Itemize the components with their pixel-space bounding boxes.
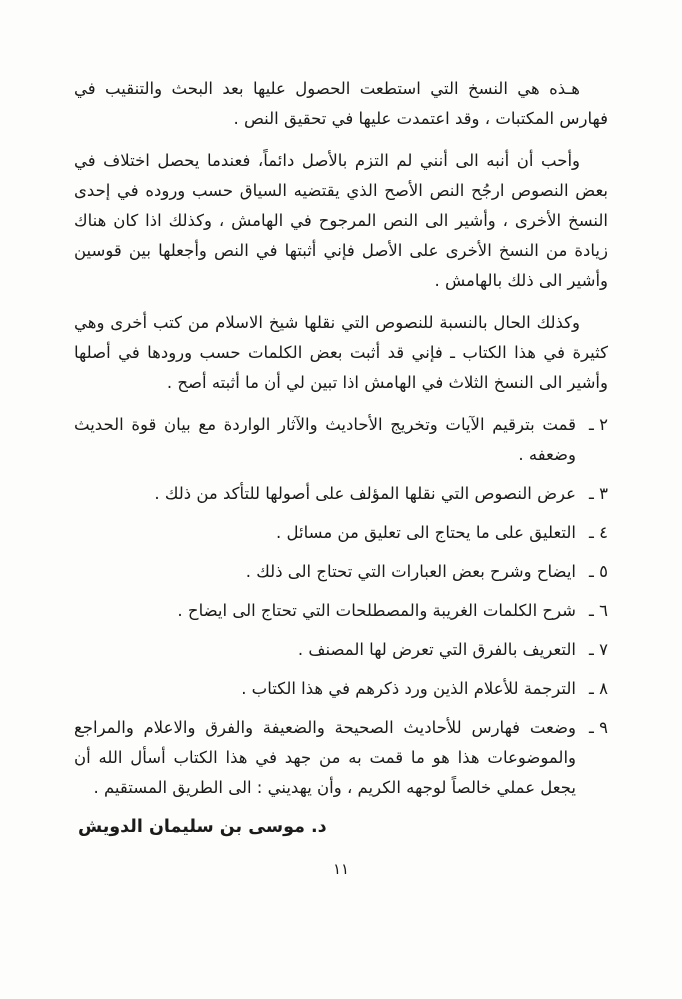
list-item-3-text: عرض النصوص التي نقلها المؤلف على أصولها للتأكد من ذلك . — [154, 484, 576, 503]
list-item-6-text: شرح الكلمات الغريبة والمصطلحات التي تحتاج الى ايضاح . — [177, 601, 576, 620]
list-item-8-number: ٨ ـ — [589, 679, 608, 698]
page-number: ١١ — [332, 860, 350, 878]
list-item-8-text: الترجمة للأعلام الذين ورد ذكرهم في هذا الكتاب . — [241, 679, 576, 698]
list-item-7-number: ٧ ـ — [589, 640, 608, 659]
paragraph-manuscript-copies: هـذه هي النسخ التي استطعت الحصول عليها بعد البحث والتنقيب في فهارس المكتبات ، وقد اعتمدت عليها في تحقيق النص . — [74, 79, 608, 128]
paragraph-text-preference-method: وأحب أن أنبه الى أنني لم التزم بالأصل دائماً، فعندما يحصل اختلاف في بعض النصوص ارجُح النص الأصح الذي يقتضيه السياق حسب وروده في إحدى النسخ الأخرى ، وأشير الى النص المرجوح في الهامش ، وكذلك اذا كان هناك زيادة من النسخ الأخرى على الأصل فإني أثبتها في النص وأجعلها بين قوسين وأشير الى ذلك بالهامش . — [74, 151, 608, 290]
list-item-2-text: قمت بترقيم الآيات وتخريج الأحاديث والآثار الواردة مع بيان قوة الحديث وضعفه . — [74, 415, 576, 464]
page-content — [74, 74, 608, 884]
list-item-2 — [74, 410, 608, 470]
list-item-3 — [74, 479, 608, 509]
paragraph-quoted-texts-method: وكذلك الحال بالنسبة للنصوص التي نقلها شيخ الاسلام من كتب أخرى وهي كثيرة في هذا الكتاب ـ فإني قد أثبت بعض الكلمات حسب ورودها في أصلها وأشير الى النسخ الثلاث في الهامش اذا تبين لي أن ما أثبته أصح . — [74, 313, 608, 392]
list-item-5-number: ٥ ـ — [589, 562, 608, 581]
list-item-2-number: ٢ ـ — [589, 415, 608, 434]
list-item-3-number: ٣ ـ — [589, 484, 608, 503]
author-signature: د. موسى بن سليمان الدويش — [78, 817, 327, 837]
list-item-5-text: ايضاح وشرح بعض العبارات التي تحتاج الى ذلك . — [245, 562, 576, 581]
list-item-9-number: ٩ ـ — [589, 718, 608, 737]
list-item-7-text: التعريف بالفرق التي تعرض لها المصنف . — [297, 640, 576, 659]
list-item-4 — [74, 518, 608, 548]
list-item-7 — [74, 635, 608, 665]
list-item-6 — [74, 596, 608, 626]
list-item-6-number: ٦ ـ — [589, 601, 608, 620]
list-item-9 — [74, 713, 608, 803]
list-item-9-text: وضعت فهارس للأحاديث الصحيحة والضعيفة والفرق والاعلام والمراجع والموضوعات هذا هو ما قمت به من جهد في هذا الكتاب أسأل الله أن يجعل عملي خالصاً لوجهه الكريم ، وأن يهديني : الى الطريق المستقيم . — [74, 718, 576, 797]
list-item-4-number: ٤ ـ — [589, 523, 608, 542]
list-item-5 — [74, 557, 608, 587]
list-item-4-text: التعليق على ما يحتاج الى تعليق من مسائل . — [276, 523, 576, 542]
list-item-8 — [74, 674, 608, 704]
